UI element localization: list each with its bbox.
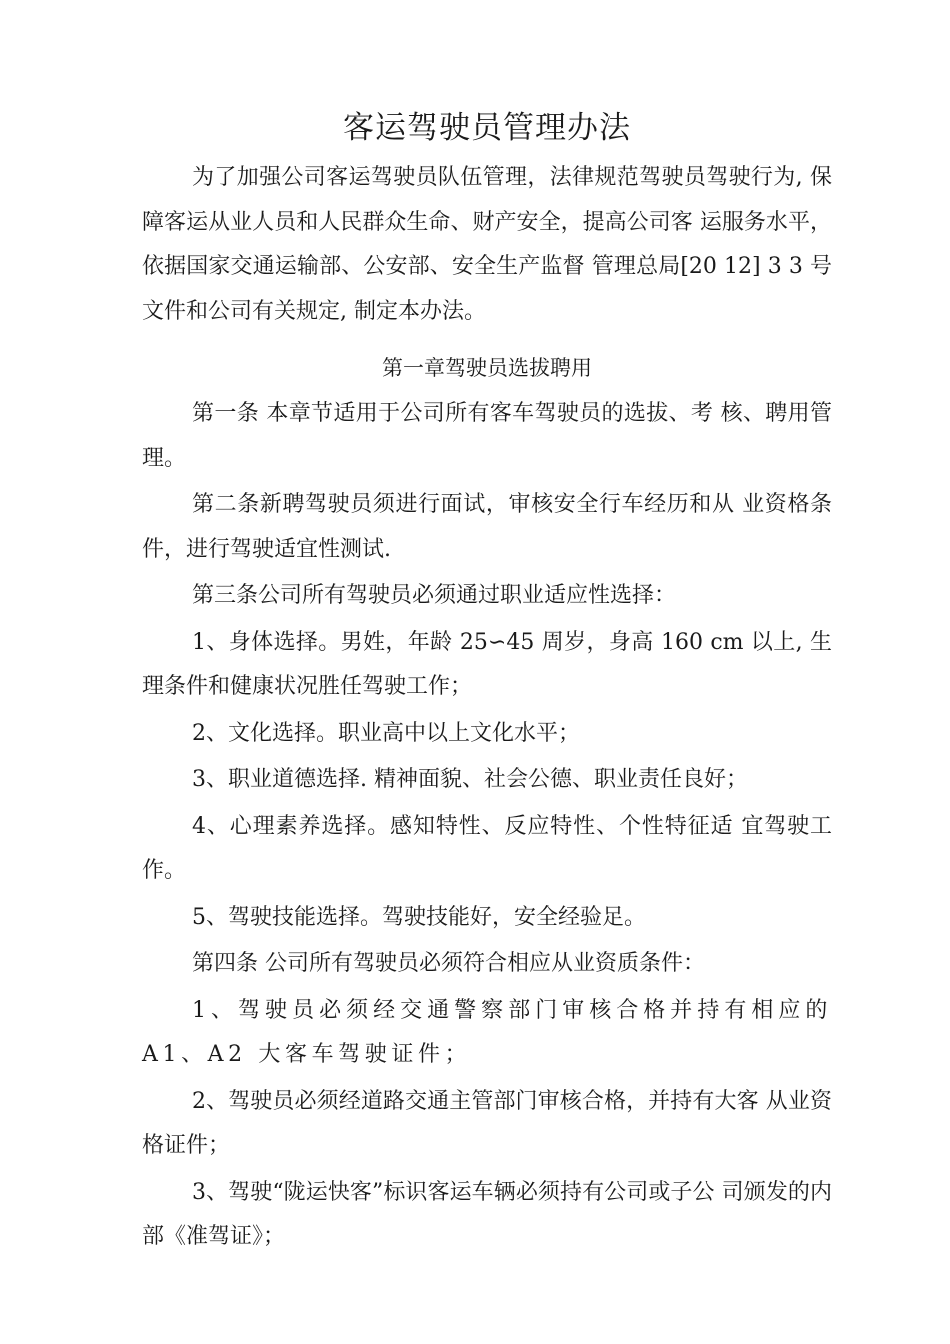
article-3-item-5: 5、驾驶技能选择。驾驶技能好，安全经验足。 (192, 904, 646, 930)
document-title: 客运驾驶员管理办法 (343, 110, 631, 146)
article-4-item-1: 1、驾驶员必须经交通警察部门审核合格并持有相应的A1、A2 大客车驾驶证件； (142, 997, 832, 1067)
article-4-item-3: 3、驾驶“陇运快客”标识客运车辆必须持有公司或子公 司颁发的内部《准驾证》； (142, 1179, 832, 1249)
article-2: 第二条新聘驾驶员须进行面试，审核安全行车经历和从 业资格条件，进行驾驶适宜性测试. (142, 492, 832, 562)
chapter-title: 第一章驾驶员选拔聘用 (382, 356, 592, 380)
document-page (142, 100, 832, 1260)
article-3-item-2: 2、文化选择。职业高中以上文化水平； (192, 720, 580, 746)
article-3-item-3: 3、职业道德选择. 精神面貌、社会公德、职业责任良好； (192, 767, 748, 792)
article-4-item-2: 2、驾驶员必须经道路交通主管部门审核合格，并持有大客 从业资格证件； (142, 1088, 832, 1158)
article-3: 第三条公司所有驾驶员必须通过职业适应性选择： (192, 583, 677, 608)
article-3-item-4: 4、心理素养选择。感知特性、反应特性、个性特征适 宜驾驶工作。 (142, 813, 832, 883)
article-1: 第一条 本章节适用于公司所有客车驾驶员的选拔、考 核、聘用管理。 (142, 401, 832, 471)
intro-paragraph: 为了加强公司客运驾驶员队伍管理，法律规范驾驶员驾驶行为, 保障客运从业人员和人民群众生命、财产安全，提高公司客 运服务水平，依据国家交通运输部、公安部、安全生产监督 管理总局[20 12] 3 3 号文件和公司有关规定, 制定本办法。 (142, 165, 832, 324)
article-4: 第四条 公司所有驾驶员必须符合相应从业资质条件： (192, 951, 705, 976)
article-3-item-1: 1、身体选择。男姓，年龄 25∽45 周岁，身高 160 cm 以上, 生理条件和健康状况胜任驾驶工作； (142, 629, 832, 699)
